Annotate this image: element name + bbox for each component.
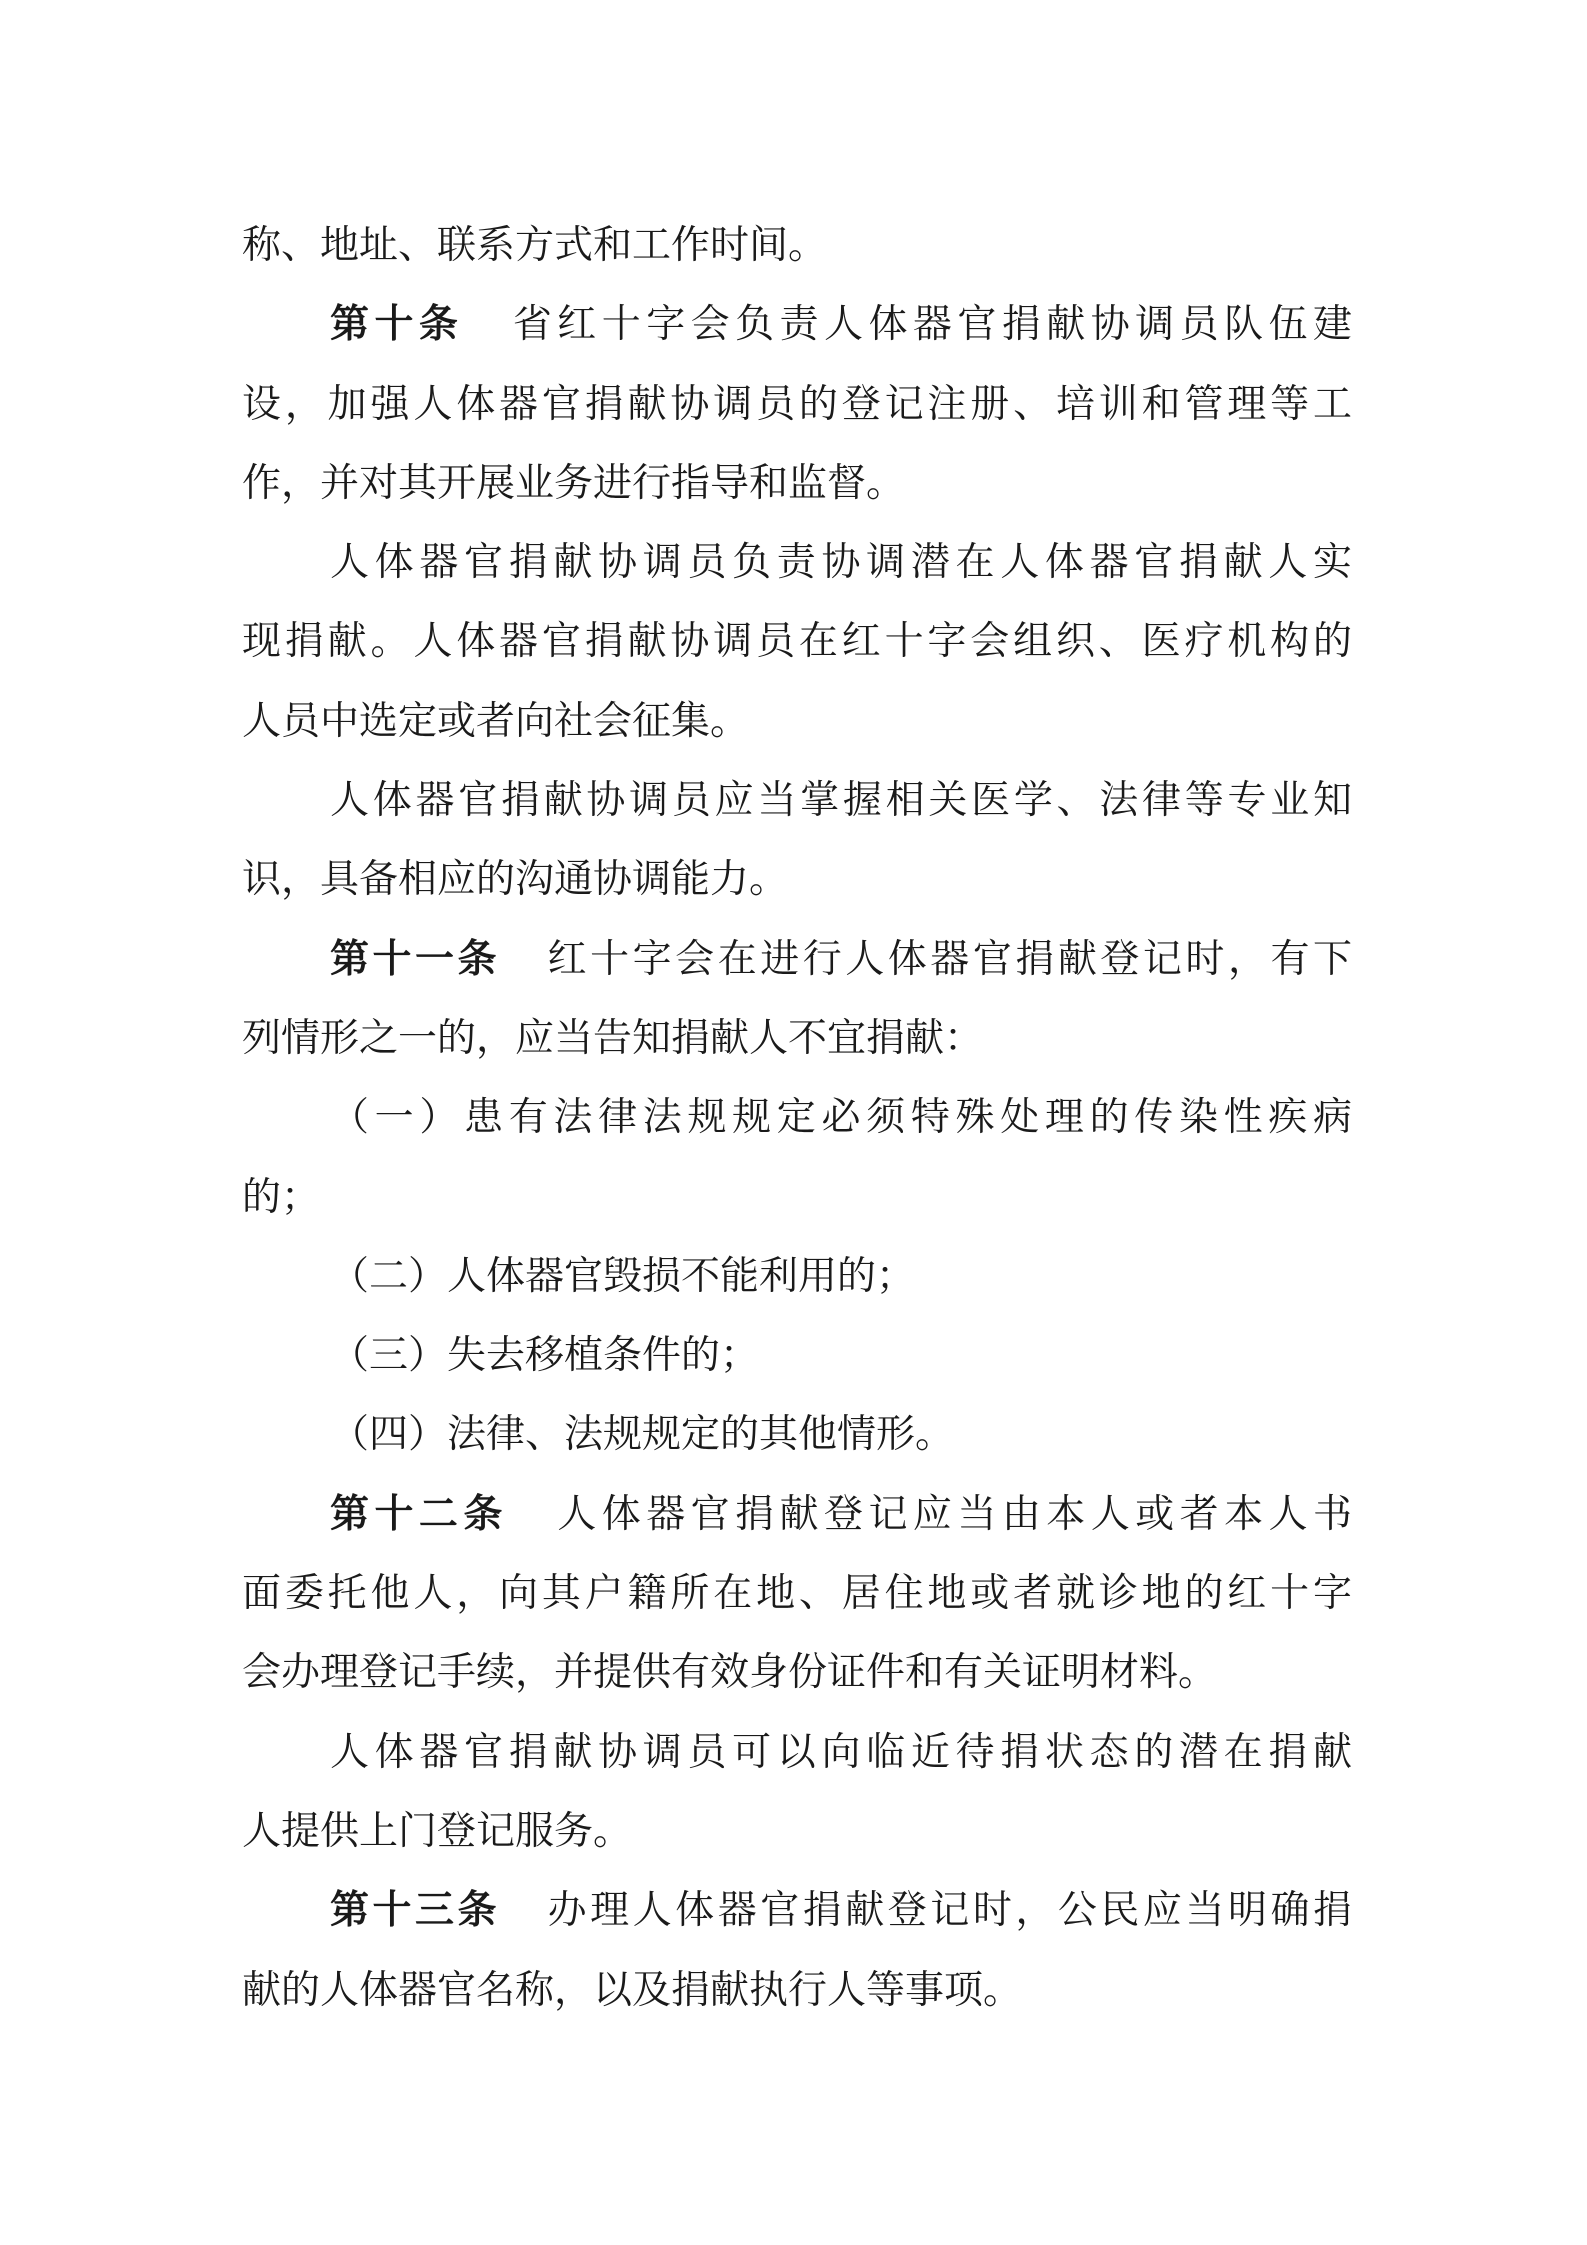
- line-text: 识，具备相应的沟通协调能力。: [242, 857, 789, 903]
- text-line: [242, 1713, 1352, 1792]
- line-text: 现捐献。人体器官捐献协调员在红十字会组织、医疗机构的: [242, 619, 1352, 665]
- line-text: 献的人体器官名称，以及捐献执行人等事项。: [242, 1967, 1023, 2013]
- text-line: [242, 602, 1352, 681]
- article-heading-line: [242, 920, 1352, 999]
- line-text: 人体器官捐献协调员可以向临近待捐状态的潜在捐献: [330, 1729, 1352, 1775]
- text-line: [242, 1792, 1352, 1871]
- article-label: 第十二条: [330, 1491, 508, 1537]
- line-text: 人员中选定或者向社会征集。: [242, 698, 750, 744]
- text-line: [242, 1078, 1352, 1157]
- line-text: 会办理登记手续，并提供有效身份证件和有关证明材料。: [242, 1650, 1218, 1696]
- line-text: 省红十字会负责人体器官捐献协调员队伍建: [507, 302, 1352, 348]
- line-text: 办理人体器官捐献登记时，公民应当明确捐: [544, 1888, 1352, 1934]
- text-line: [242, 1395, 1352, 1474]
- article-label: 第十条: [330, 302, 464, 348]
- line-text: 人体器官捐献协调员应当掌握相关医学、法律等专业知: [330, 778, 1352, 824]
- text-line: [242, 1158, 1352, 1237]
- line-text: 列情形之一的，应当告知捐献人不宜捐献：: [242, 1015, 984, 1061]
- text-line: [242, 1237, 1352, 1316]
- text-line: [242, 206, 1352, 285]
- line-text: 红十字会在进行人体器官捐献登记时，有下: [544, 936, 1352, 982]
- line-text: 面委托他人，向其户籍所在地、居住地或者就诊地的红十字: [242, 1571, 1352, 1617]
- text-line: [242, 444, 1352, 523]
- line-text: （一）患有法律法规规定必须特殊处理的传染性疾病: [330, 1095, 1352, 1141]
- line-text: 人提供上门登记服务。: [242, 1808, 633, 1854]
- text-line: [242, 682, 1352, 761]
- text-line: [242, 761, 1352, 840]
- article-label: 第十三条: [330, 1888, 501, 1934]
- text-line: [242, 523, 1352, 602]
- text-line: [242, 1951, 1352, 2030]
- text-line: [242, 1316, 1352, 1395]
- article-heading-line: [242, 1475, 1352, 1554]
- line-text: 人体器官捐献登记应当由本人或者本人书: [551, 1491, 1352, 1537]
- line-text: 作，并对其开展业务进行指导和监督。: [242, 460, 906, 506]
- text-line: [242, 365, 1352, 444]
- line-text: （三）失去移植条件的；: [330, 1333, 760, 1379]
- line-text: 人体器官捐献协调员负责协调潜在人体器官捐献人实: [330, 540, 1352, 586]
- line-text: （四）法律、法规规定的其他情形。: [330, 1412, 955, 1458]
- text-line: [242, 1633, 1352, 1712]
- line-text: 设，加强人体器官捐献协调员的登记注册、培训和管理等工: [242, 381, 1352, 427]
- body-text: [242, 206, 1352, 2030]
- text-line: [242, 1554, 1352, 1633]
- line-text: （二）人体器官毁损不能利用的；: [330, 1253, 916, 1299]
- line-text: 称、地址、联系方式和工作时间。: [242, 223, 828, 268]
- text-line: [242, 999, 1352, 1078]
- line-text: 的；: [242, 1174, 321, 1220]
- text-line: [242, 840, 1352, 919]
- article-heading-line: [242, 285, 1352, 364]
- article-label: 第十一条: [330, 936, 501, 982]
- article-heading-line: [242, 1871, 1352, 1950]
